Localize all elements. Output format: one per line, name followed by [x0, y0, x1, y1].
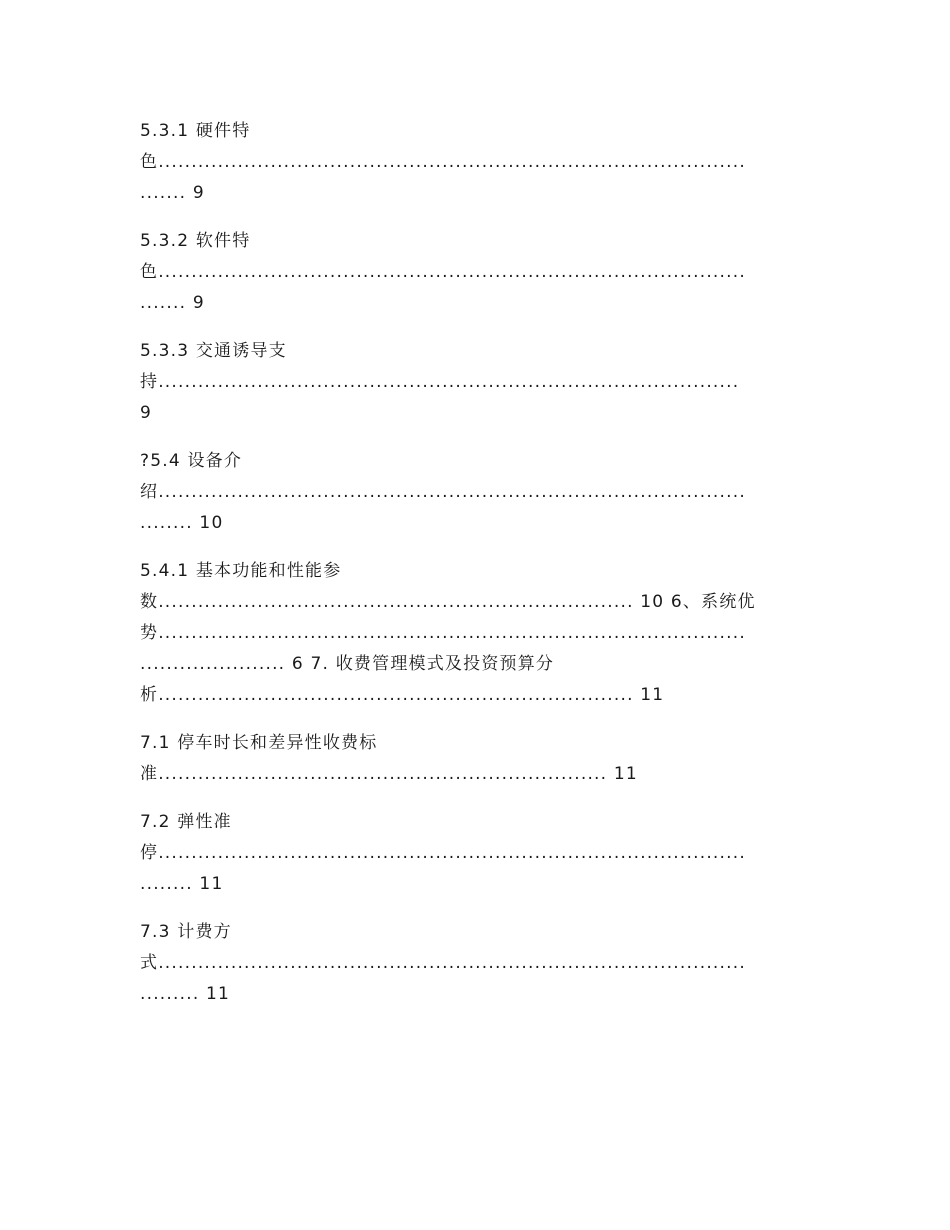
toc-line: ?5.4 设备介 — [140, 451, 243, 471]
toc-line: 数........................................................................ 10 6、系统优 — [140, 592, 756, 612]
toc-line: 持........................................................................................ — [140, 372, 740, 392]
toc-entry-5-3-1 — [140, 116, 820, 209]
toc-line: 析........................................................................ 11 — [140, 685, 665, 705]
toc-line: 5.3.2 软件特 — [140, 231, 251, 251]
toc-line: 7.1 停车时长和差异性收费标 — [140, 733, 378, 753]
toc-entry-5-4-1 — [140, 556, 820, 711]
toc-line: ........ 11 — [140, 874, 224, 894]
toc-line: 色......................................................................................... — [140, 152, 746, 172]
toc-line: 5.4.1 基本功能和性能参 — [140, 561, 342, 581]
table-of-contents — [140, 116, 820, 1027]
toc-entry-5-4 — [140, 446, 820, 539]
toc-line: ....... 9 — [140, 183, 205, 203]
toc-entry-7-2 — [140, 807, 820, 900]
toc-entry-5-3-2 — [140, 226, 820, 319]
toc-entry-7-1 — [140, 728, 820, 790]
toc-line: 5.3.1 硬件特 — [140, 121, 251, 141]
toc-line: 准.................................................................... 11 — [140, 764, 638, 784]
toc-line: ........ 10 — [140, 513, 224, 533]
toc-line: 色......................................................................................... — [140, 262, 746, 282]
toc-line: 绍......................................................................................... — [140, 482, 746, 502]
toc-line: 式......................................................................................... — [140, 953, 746, 973]
toc-line: 5.3.3 交通诱导支 — [140, 341, 287, 361]
toc-entry-7-3 — [140, 917, 820, 1010]
toc-entry-5-3-3 — [140, 336, 820, 429]
toc-line: 势......................................................................................... — [140, 623, 746, 643]
toc-line: 停......................................................................................... — [140, 843, 746, 863]
toc-line: ...................... 6 7. 收费管理模式及投资预算分 — [140, 654, 555, 674]
toc-line: 9 — [140, 403, 153, 423]
toc-line: 7.2 弹性准 — [140, 812, 232, 832]
toc-line: ....... 9 — [140, 293, 205, 313]
toc-line: 7.3 计费方 — [140, 922, 232, 942]
toc-line: ......... 11 — [140, 984, 231, 1004]
